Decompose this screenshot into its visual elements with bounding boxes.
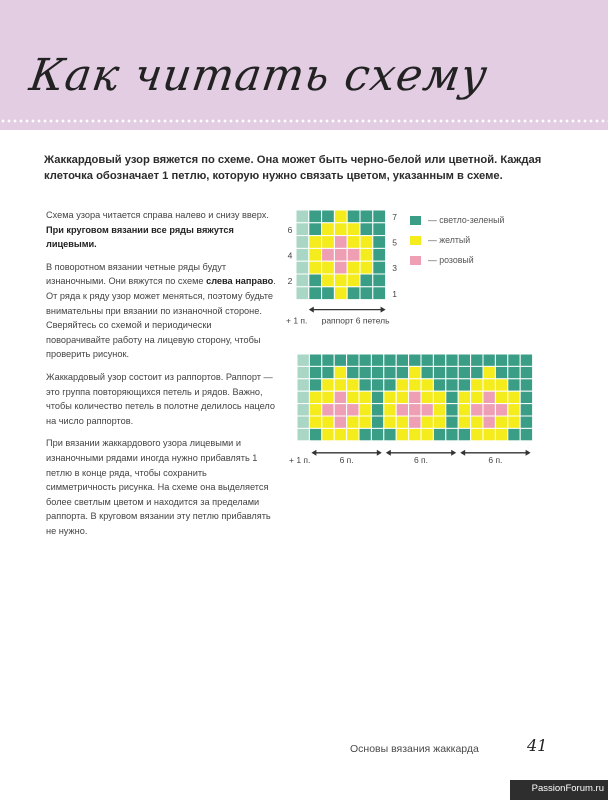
small-chart-extra-stitch [296,274,309,287]
large-chart-cell [359,416,371,428]
large-chart-cell [421,379,433,391]
large-chart-cell [495,391,507,403]
legend-label-yellow: — желтый [428,235,471,245]
large-chart-cell [334,391,346,403]
large-repeat-label: 6 п. [488,454,503,465]
large-chart-cell [446,366,458,378]
small-chart-cell [334,287,347,300]
large-chart-cell [347,416,359,428]
legend-item-yellow [409,230,559,250]
large-repeat-label: 6 п. [413,454,429,465]
paragraph-turned-knitting: В поворотном вязании четные ряды будут изнаночными. Они вяжутся по схеме слева направо. От ряда к ряду узор может меняться, поэтому будьте внимательны при вязании по изнаночной стороне. Сверяйтесь со схемой и периодически поворачивайте работу на лицевую сторону, чтобы проверить рисунок. [46,261,276,360]
large-chart-cell [508,391,520,403]
legend-item-pink [409,250,559,270]
large-chart-cell [322,404,334,416]
small-chart-cell [373,261,386,274]
large-chart-cell [409,379,421,391]
small-plus-label: + 1 п. [286,315,308,326]
large-chart-cell [483,391,495,403]
small-chart-extra-stitch [296,223,309,236]
large-chart-cell [409,404,421,416]
large-chart-cell [309,379,321,391]
large-chart-cell [309,416,321,428]
row-number-right: 5 [392,237,397,248]
large-repeat-label: 6 п. [339,454,354,465]
large-chart-cell [359,391,371,403]
large-chart-cell [322,379,334,391]
large-chart-cell [520,354,532,366]
large-chart-cell [359,379,371,391]
large-chart-cell [396,366,408,378]
large-repeat-arrow-head-left [460,450,465,456]
large-chart-cell [495,404,507,416]
small-chart-cell [373,236,386,249]
small-chart-cell [373,248,386,261]
large-chart-extra-stitch [297,428,309,440]
large-chart-cell [309,428,321,440]
large-chart-cell [495,366,507,378]
large-chart-cell [384,404,396,416]
paragraph-repeats: Жаккардовый узор состоит из раппортов. Раппорт — это группа повторяющихся петель и рядов. Важно, чтобы количество петель в полотне делилось нацело на число раппортов. [46,371,275,426]
large-chart-cell [384,354,396,366]
small-chart-cell [322,287,335,300]
large-chart-cell [446,416,458,428]
large-chart-extra-stitch [297,404,309,416]
large-chart-cell [508,416,520,428]
large-chart-cell [384,391,396,403]
large-chart-cell [483,428,495,440]
large-chart-cell [322,366,334,378]
large-chart-cell [347,379,359,391]
large-chart-cell [347,428,359,440]
large-chart-cell [421,366,433,378]
large-chart-cell [471,391,483,403]
small-chart-cell [347,236,360,249]
small-chart-cell [360,236,373,249]
small-chart-cell [322,274,335,287]
large-chart-cell [508,379,520,391]
large-chart-cell [458,404,470,416]
lead-paragraph: Жаккардовый узор вяжется по схеме. Она может быть черно-белой или цветной. Каждая клеточка обозначает 1 петлю, которую нужно связать цветом, указанным в схеме. [44,154,542,182]
small-chart-cell [309,248,322,261]
small-chart-cell [334,236,347,249]
large-chart-cell [384,416,396,428]
small-chart-cell [347,274,360,287]
small-chart-cell [309,274,322,287]
watermark: PassionForum.ru [531,783,604,794]
large-chart-cell [334,379,346,391]
large-chart-cell [520,391,532,403]
small-chart-cell [322,210,335,223]
small-chart-extra-stitch [296,248,309,261]
row-number-right: 7 [392,212,397,222]
large-chart-cell [495,416,507,428]
large-chart-cell [347,354,359,366]
large-chart-cell [384,428,396,440]
large-chart-cell [520,366,532,378]
large-chart-cell [309,354,321,366]
large-chart-cell [520,416,532,428]
large-chart-cell [471,404,483,416]
large-chart-cell [359,428,371,440]
large-chart-cell [495,428,507,440]
large-chart-cell [471,354,483,366]
large-chart-cell [421,354,433,366]
large-chart-extra-stitch [297,366,309,378]
large-chart-cell [396,428,408,440]
large-repeat-arrow-head-right [377,450,382,456]
large-chart-cell [520,379,532,391]
large-chart-cell [458,416,470,428]
large-chart-cell [433,366,445,378]
large-chart-cell [483,379,495,391]
large-chart-cell [483,354,495,366]
large-chart-cell [433,354,445,366]
large-chart-cell [396,354,408,366]
large-chart-cell [483,366,495,378]
large-repeat-arrow-head-left [311,450,316,456]
small-chart-cell [322,223,335,236]
large-chart-cell [322,428,334,440]
small-chart-cell [334,210,347,223]
large-chart-cell [359,404,371,416]
large-chart-cell [347,391,359,403]
large-chart-cell [433,416,445,428]
large-chart-cell [508,366,520,378]
large-chart-cell [458,391,470,403]
large-chart-cell [471,366,483,378]
large-chart-cell [471,428,483,440]
small-chart-cell [360,248,373,261]
large-chart-cell [433,428,445,440]
small-chart-extra-stitch [296,236,309,249]
large-chart-cell [309,404,321,416]
small-chart-cell [347,210,360,223]
large-chart-cell [334,404,346,416]
large-chart-cell [458,379,470,391]
small-chart-cell [373,287,386,300]
small-chart-cell [309,210,322,223]
large-chart-cell [322,354,334,366]
large-chart-cell [396,379,408,391]
large-chart-cell [471,379,483,391]
large-chart-cell [396,404,408,416]
legend-item-teal [409,210,559,230]
large-chart-cell [433,379,445,391]
page-title: Как читать схему [26,50,492,101]
row-number-left: 4 [287,250,293,261]
large-chart-cell [495,354,507,366]
paragraph-extra-stitch: При вязании жаккардового узора лицевыми и изнаночными рядами иногда нужно прибавлять 1 петлю в конце ряда, чтобы сохранить симметричность рисунка. На схеме она выделяется более светлым цветом и находится за пределами раппорта. В круговом вязании эту петлю прибавлять не нужно. [46,438,271,536]
large-chart-cell [483,404,495,416]
large-chart-cell [347,366,359,378]
legend-swatch-teal [409,215,422,226]
large-chart-cell [309,391,321,403]
small-repeat-label: раппорт 6 петель [321,315,390,326]
large-chart-cell [508,428,520,440]
large-chart-cell [421,404,433,416]
paragraph-reading-direction: Схема узора читается справа налево и снизу вверх. При круговом вязании все ряды вяжутся лицевыми. [46,210,269,250]
small-chart-cell [322,248,335,261]
small-chart-cell [360,210,373,223]
large-chart-cell [446,428,458,440]
small-chart-cell [322,236,335,249]
large-chart-cell [421,428,433,440]
large-chart-cell [371,354,383,366]
large-chart-cell [508,404,520,416]
large-chart-cell [508,354,520,366]
footer-section-title: Основы вязания жаккарда [350,743,479,755]
large-chart-cell [322,416,334,428]
row-number-right: 3 [392,263,397,274]
large-chart-cell [371,391,383,403]
large-chart-cell [458,354,470,366]
row-number-right: 1 [392,288,397,299]
small-repeat-arrow-head-right [381,307,386,313]
large-chart-cell [483,416,495,428]
large-chart-cell [371,366,383,378]
large-chart-cell [409,354,421,366]
small-chart-cell [322,261,335,274]
large-chart-cell [371,404,383,416]
large-chart-cell [409,428,421,440]
large-repeat-arrow-head-left [386,450,391,456]
small-chart-cell [309,287,322,300]
small-chart-cell [360,261,373,274]
small-chart-cell [373,210,386,223]
large-chart-cell [334,428,346,440]
small-repeat-arrow-head-left [309,307,314,313]
small-chart-cell [347,223,360,236]
large-chart-cell [446,391,458,403]
small-chart-cell [334,274,347,287]
large-chart-cell [446,404,458,416]
large-plus-label: + 1 п. [289,454,311,465]
large-chart-cell [421,391,433,403]
small-chart-cell [334,261,347,274]
small-chart-cell [334,223,347,236]
large-chart-cell [409,391,421,403]
large-chart-cell [309,366,321,378]
small-chart-cell [373,223,386,236]
large-chart-extra-stitch [297,416,309,428]
large-chart-extra-stitch [297,391,309,403]
large-repeat-arrow-head-right [451,450,456,456]
legend-label-pink: — розовый [428,255,474,265]
row-number-left: 6 [287,224,293,235]
small-chart-extra-stitch [296,261,309,274]
large-chart-cell [371,416,383,428]
large-chart-cell [433,404,445,416]
large-chart-cell [347,404,359,416]
large-chart-cell [495,379,507,391]
small-chart-extra-stitch [296,210,309,223]
large-chart-extra-stitch [297,379,309,391]
large-chart-cell [384,379,396,391]
large-chart-cell [334,366,346,378]
legend-swatch-pink [409,255,422,266]
large-chart-cell [409,416,421,428]
large-chart-cell [396,391,408,403]
color-legend [409,210,559,270]
small-chart-cell [309,223,322,236]
large-chart-cell [334,416,346,428]
small-chart-cell [347,261,360,274]
large-chart-cell [458,428,470,440]
large-chart-cell [458,366,470,378]
large-chart-cell [421,416,433,428]
small-chart-cell [309,261,322,274]
large-chart-cell [359,366,371,378]
large-repeat-arrow-head-right [526,450,531,456]
large-chart-cell [396,416,408,428]
small-chart-cell [347,248,360,261]
large-chart-cell [384,366,396,378]
large-chart-cell [520,428,532,440]
large-chart-cell [433,391,445,403]
large-chart-cell [322,391,334,403]
small-chart-cell [334,248,347,261]
large-chart-cell [471,416,483,428]
small-chart-extra-stitch [296,287,309,300]
small-chart-cell [347,287,360,300]
small-chart-cell [360,287,373,300]
small-chart-cell [360,223,373,236]
legend-label-teal: — светло-зеленый [428,215,505,225]
large-chart-cell [371,428,383,440]
large-chart-cell [520,404,532,416]
page-number: 41 [527,736,548,755]
small-chart-cell [373,274,386,287]
legend-swatch-yellow [409,235,422,246]
large-chart-cell [371,379,383,391]
small-chart-cell [360,274,373,287]
row-number-left: 2 [287,276,293,286]
small-chart-cell [309,236,322,249]
large-chart-extra-stitch [297,354,309,366]
large-chart-cell [446,379,458,391]
large-chart-cell [359,354,371,366]
large-chart-cell [409,366,421,378]
large-chart-cell [446,354,458,366]
large-chart-cell [334,354,346,366]
